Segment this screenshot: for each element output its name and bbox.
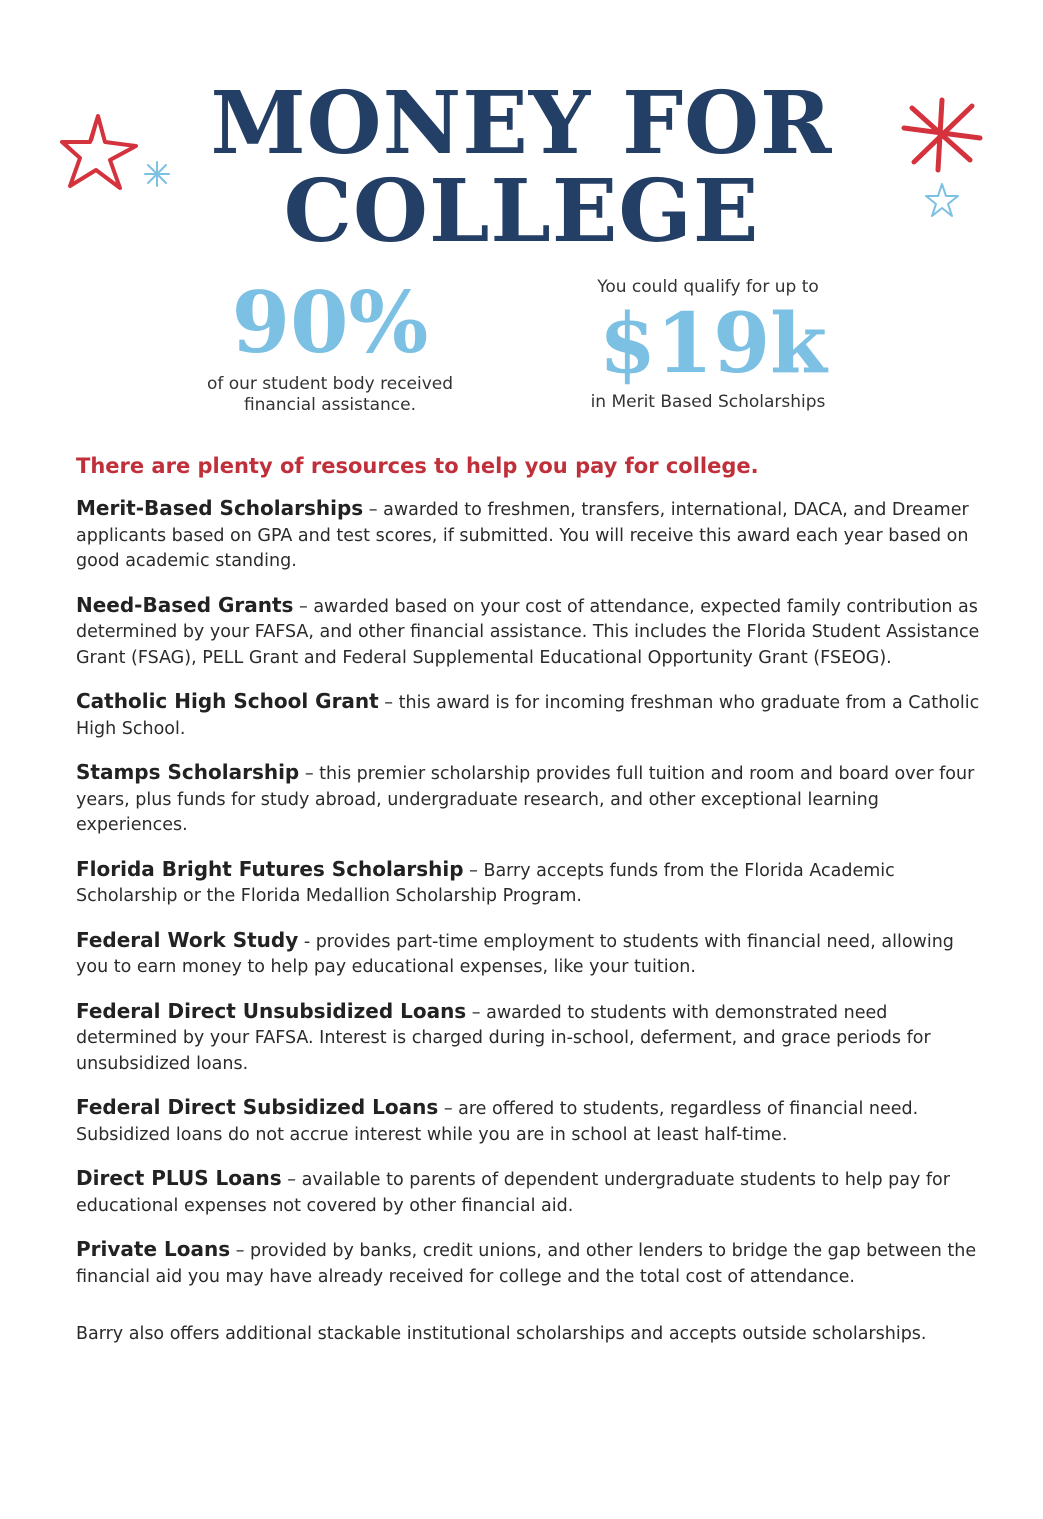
- stat-percent-caption-line-2: financial assistance.: [243, 395, 417, 415]
- list-item: [76, 760, 981, 839]
- item-name: Need-Based Grants: [76, 592, 294, 617]
- page-title: [0, 73, 1043, 262]
- item-description: – Barry accepts funds from the Florida Academic Scholarship or the Florida Medallion Scholarship Program.: [76, 860, 895, 906]
- item-name: Federal Direct Unsubsidized Loans: [76, 998, 467, 1023]
- item-description: – available to parents of dependent undergraduate students to help pay for educational expenses not covered by other financial aid.: [76, 1170, 950, 1216]
- stat-amount-caption: in Merit Based Scholarships: [590, 392, 826, 412]
- item-description: – this award is for incoming freshman who graduate from a Catholic High School.: [76, 693, 980, 739]
- item-description: - provides part-time employment to students with financial need, allowing you to earn money to help pay educational expenses, like your tuition.: [76, 931, 954, 977]
- stat-percent-caption: [160, 374, 500, 416]
- resource-list: [76, 496, 981, 1365]
- item-description: – awarded to students with demonstrated need determined by your FAFSA. Interest is charged during in-school, deferment, and grace periods for unsubsidized loans.: [76, 1002, 931, 1074]
- item-name: Direct PLUS Loans: [76, 1166, 282, 1190]
- closing-note: Barry also offers additional stackable institutional scholarships and accepts outside scholarships.: [76, 1324, 927, 1344]
- list-item: [76, 593, 981, 672]
- list-item: [76, 928, 981, 981]
- list-item: [76, 1237, 981, 1290]
- list-item: [76, 1166, 981, 1219]
- item-name: Federal Direct Subsidized Loans: [76, 1095, 439, 1119]
- item-name: Florida Bright Futures Scholarship: [76, 856, 464, 881]
- list-item: [76, 1095, 981, 1148]
- intro-heading: There are plenty of resources to help you pay for college.: [76, 454, 759, 478]
- item-name: Catholic High School Grant: [76, 689, 379, 713]
- item-name: Federal Work Study: [76, 927, 299, 952]
- title-line-1: MONEY FOR: [210, 73, 833, 174]
- item-name: Private Loans: [76, 1237, 231, 1261]
- stat-percent: 90%: [231, 273, 429, 372]
- list-item: [76, 999, 981, 1078]
- item-description: – are offered to students, regardless of financial need. Subsidized loans do not accrue interest while you are in school at least half-time.: [76, 1099, 919, 1145]
- list-item: [76, 857, 981, 910]
- stat-percent-caption-line-1: of our student body received: [206, 374, 454, 394]
- item-description: – awarded based on your cost of attendance, expected family contribution as determined by your FAFSA, and other financial assistance. This includes the Florida Student Assistance Grant (FSAG), PELL Grant and Federal Supplemental Educational Opportunity Grant (FSEOG).: [76, 596, 980, 668]
- list-item: [76, 496, 981, 575]
- title-line-2: COLLEGE: [283, 161, 760, 262]
- item-name: Merit-Based Scholarships: [76, 496, 364, 520]
- item-description: – provided by banks, credit unions, and other lenders to bridge the gap between the financial aid you may have already received for college and the total cost of attendance.: [76, 1241, 977, 1287]
- item-description: – awarded to freshmen, transfers, international, DACA, and Dreamer applicants based on GPA and test scores, if submitted. You will receive this award each year based on good academic standing.: [76, 500, 969, 571]
- list-item: [76, 689, 981, 742]
- item-name: Stamps Scholarship: [76, 760, 300, 784]
- item-description: – this premier scholarship provides full tuition and room and board over four years, plus funds for study abroad, undergraduate research, and other exceptional learning experiences.: [76, 764, 975, 835]
- stat-amount-lead: You could qualify for up to: [597, 277, 819, 297]
- stat-amount: $19k: [599, 296, 827, 392]
